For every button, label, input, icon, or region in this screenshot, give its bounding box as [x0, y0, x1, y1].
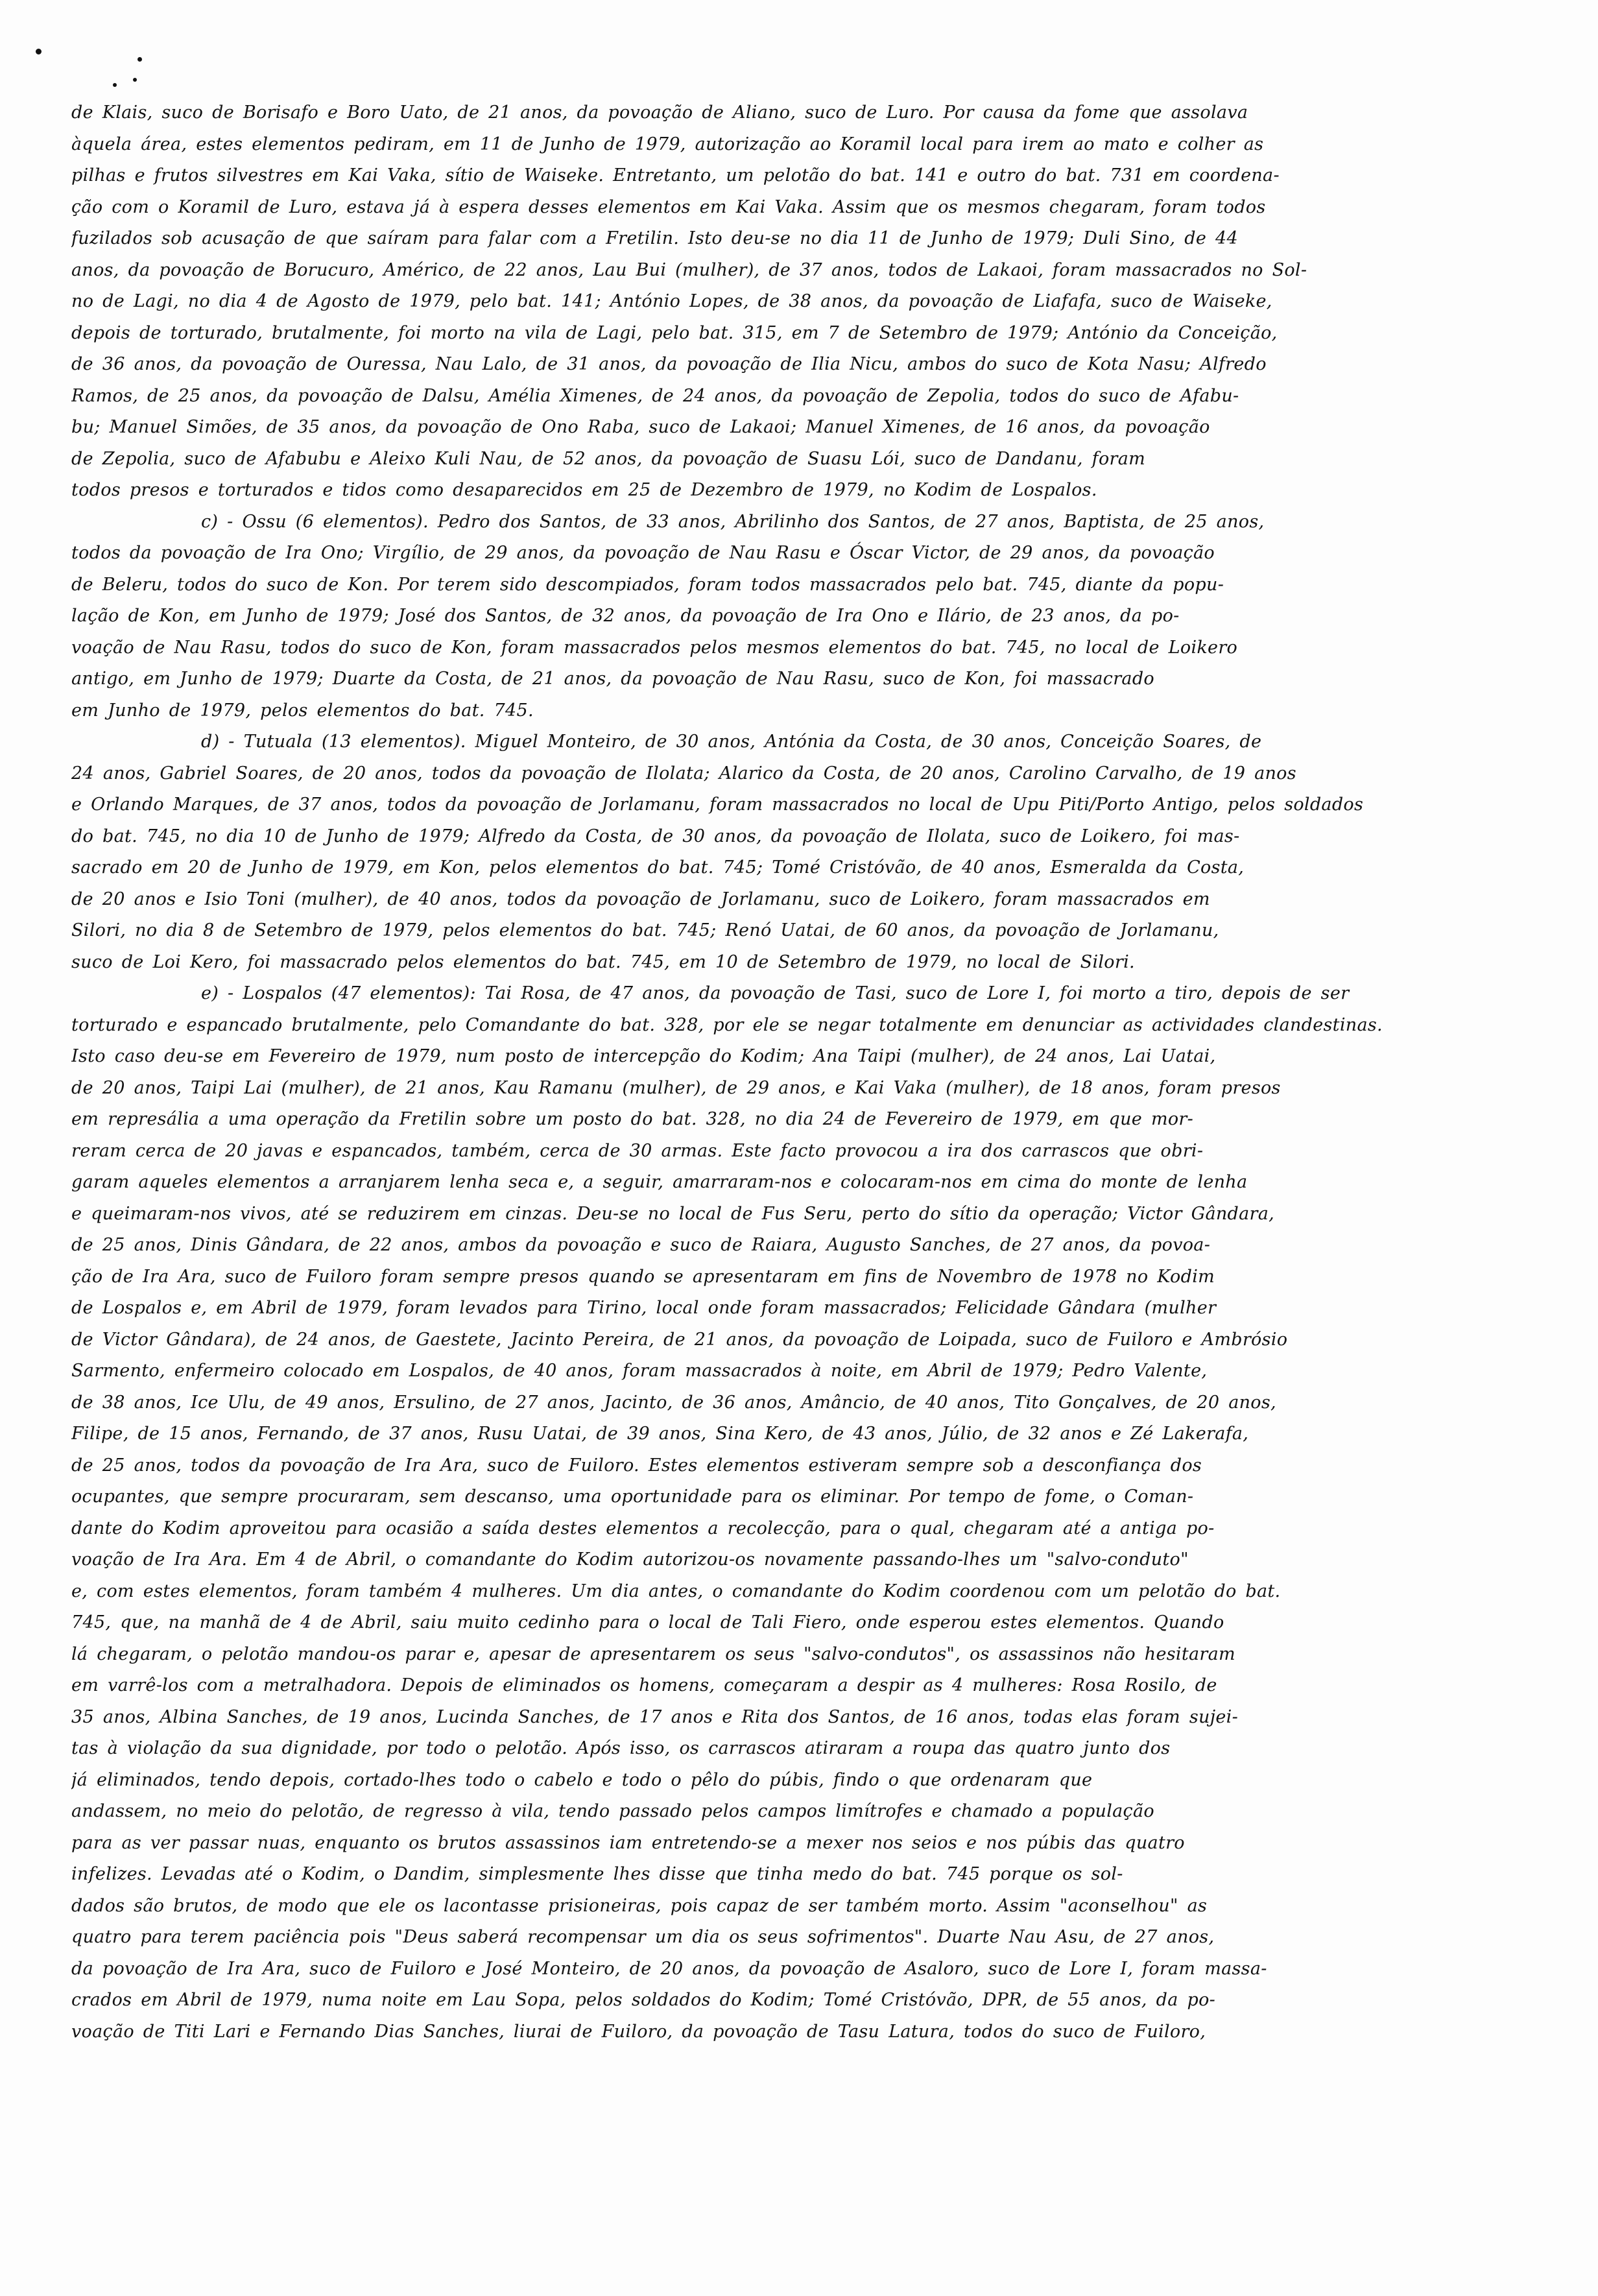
text-line: de Zepolia, suco de Afabubu e Aleixo Kuli Nau, de 52 anos, da povoação de Suasu Lói, suco de Dandanu, foram — [71, 448, 1146, 469]
text-line: suco de Loi Kero, foi massacrado pelos elementos do bat. 745, em 10 de Setembro de 1979, no local de Silori. — [71, 951, 1135, 972]
text-line: dante do Kodim aproveitou para ocasião a saída destes elementos a recolecção, para o qual, chegaram até a antiga po- — [71, 1518, 1215, 1538]
text-line: àquela área, estes elementos pediram, em 11 de Junho de 1979, autorização ao Koramil local para irem ao mato e colher as — [71, 134, 1264, 154]
text-line: lá chegaram, o pelotão mandou-os parar e, apesar de apresentarem os seus "salvo-condutos", os assassinos não hesitaram — [71, 1644, 1235, 1664]
text-line: de Klais, suco de Borisafo e Boro Uato, de 21 anos, da povoação de Aliano, suco de Luro. Por causa da fome que assolava — [71, 102, 1248, 123]
text-line: ção com o Koramil de Luro, estava já à espera desses elementos em Kai Vaka. Assim que os mesmos chegaram, foram todos — [71, 197, 1266, 217]
text-line: d) - Tutuala (13 elementos). Miguel Monteiro, de 30 anos, Antónia da Costa, de 30 anos, Conceição Soares, de — [201, 732, 1262, 752]
text-line: Isto caso deu-se em Fevereiro de 1979, num posto de intercepção do Kodim; Ana Taipi (mulher), de 24 anos, Lai Uatai, — [71, 1046, 1216, 1066]
text-line: infelizes. Levadas até o Kodim, o Dandim, simplesmente lhes disse que tinha medo do bat. 745 porque os sol- — [71, 1864, 1123, 1884]
text-line: crados em Abril de 1979, numa noite em Lau Sopa, pelos soldados do Kodim; Tomé Cristóvão, DPR, de 55 anos, da po- — [71, 1990, 1216, 2010]
text-line: pilhas e frutos silvestres em Kai Vaka, sítio de Waiseke. Entretanto, um pelotão do bat. 141 e outro do bat. 731 em coordena- — [71, 165, 1280, 185]
text-line: e) - Lospalos (47 elementos): Tai Rosa, de 47 anos, da povoação de Tasi, suco de Lore I, foi morto a tiro, depois de ser — [201, 983, 1350, 1003]
text-line: de Lospalos e, em Abril de 1979, foram levados para Tirino, local onde foram massacrados; Felicidade Gândara (mulher — [71, 1298, 1217, 1318]
text-line: 35 anos, Albina Sanches, de 19 anos, Lucinda Sanches, de 17 anos e Rita dos Santos, de 16 anos, todas elas foram sujei- — [71, 1706, 1239, 1727]
text-line: de 38 anos, Ice Ulu, de 49 anos, Ersulino, de 27 anos, Jacinto, de 36 anos, Amâncio, de 40 anos, Tito Gonçalves, de 20 anos, — [71, 1392, 1276, 1413]
text-line: Silori, no dia 8 de Setembro de 1979, pelos elementos do bat. 745; Renó Uatai, de 60 anos, da povoação de Jorlamanu, — [71, 920, 1219, 940]
text-line: de 20 anos e Isio Toni (mulher), de 40 anos, todos da povoação de Jorlamanu, suco de Loikero, foram massacrados em — [71, 889, 1210, 909]
text-line: Ramos, de 25 anos, da povoação de Dalsu, Amélia Ximenes, de 24 anos, da povoação de Zepolia, todos do suco de Afabu- — [71, 385, 1239, 406]
text-line: sacrado em 20 de Junho de 1979, em Kon, pelos elementos do bat. 745; Tomé Cristóvão, de 40 anos, Esmeralda da Costa, — [71, 857, 1245, 878]
text-line: ção de Ira Ara, suco de Fuiloro foram sempre presos quando se apresentaram em fins de Novembro de 1978 no Kodim — [71, 1266, 1215, 1287]
text-line: em Junho de 1979, pelos elementos do bat. 745. — [71, 700, 534, 721]
text-line: em represália a uma operação da Fretilin sobre um posto do bat. 328, no dia 24 de Fevereiro de 1979, em que mor- — [71, 1109, 1194, 1129]
text-line: dados são brutos, de modo que ele os lacontasse prisioneiras, pois capaz de ser também morto. Assim "aconselhou" as — [71, 1895, 1208, 1916]
text-line: de 36 anos, da povoação de Ouressa, Nau Lalo, de 31 anos, da povoação de Ilia Nicu, ambos do suco de Kota Nasu; Alfredo — [71, 354, 1267, 374]
scan-speck — [137, 57, 142, 62]
text-line: de 25 anos, todos da povoação de Ira Ara, suco de Fuiloro. Estes elementos estiveram sempre sob a desconfiança dos — [71, 1455, 1202, 1476]
text-line: em varrê-los com a metralhadora. Depois de eliminados os homens, começaram a despir as 4 mulheres: Rosa Rosilo, de — [71, 1675, 1217, 1695]
text-line: Filipe, de 15 anos, Fernando, de 37 anos, Rusu Uatai, de 39 anos, Sina Kero, de 43 anos, Júlio, de 32 anos e Zé Lakerafa, — [71, 1424, 1249, 1444]
text-line: de 25 anos, Dinis Gândara, de 22 anos, ambos da povoação e suco de Raiara, Augusto Sanches, de 27 anos, da povoa- — [71, 1235, 1211, 1255]
text-line: quatro para terem paciência pois "Deus saberá recompensar um dia os seus sofrimentos". Duarte Nau Asu, de 27 anos, — [71, 1927, 1215, 1947]
text-line: voação de Ira Ara. Em 4 de Abril, o comandante do Kodim autorizou-os novamente passando-lhes um "salvo-conduto" — [71, 1549, 1189, 1570]
text-line: reram cerca de 20 javas e espancados, também, cerca de 30 armas. Este facto provocou a ira dos carrascos que obri- — [71, 1140, 1204, 1161]
text-line: no de Lagi, no dia 4 de Agosto de 1979, pelo bat. 141; António Lopes, de 38 anos, da povoação de Liafafa, suco de Waiseke, — [71, 291, 1272, 311]
handwritten-text-block — [71, 97, 1550, 2277]
text-line: fuzilados sob acusação de que saíram para falar com a Fretilin. Isto deu-se no dia 11 de Junho de 1979; Duli Sino, de 44 — [71, 228, 1238, 248]
text-line: já eliminados, tendo depois, cortado-lhes todo o cabelo e todo o pêlo do púbis, findo o que ordenaram que — [71, 1769, 1093, 1790]
scan-speck — [36, 49, 42, 54]
text-line: 745, que, na manhã de 4 de Abril, saiu muito cedinho para o local de Tali Fiero, onde esperou estes elementos. Quando — [71, 1612, 1224, 1632]
text-line: tas à violação da sua dignidade, por todo o pelotão. Após isso, os carrascos atiraram a roupa das quatro junto dos — [71, 1738, 1171, 1758]
text-line: 24 anos, Gabriel Soares, de 20 anos, todos da povoação de Ilolata; Alarico da Costa, de 20 anos, Carolino Carvalho, de 19 anos — [71, 763, 1296, 783]
scan-speck — [113, 83, 117, 87]
scan-speck — [133, 78, 137, 82]
text-line: lação de Kon, em Junho de 1979; José dos Santos, de 32 anos, da povoação de Ira Ono e Ilário, de 23 anos, da po- — [71, 606, 1180, 626]
text-line: andassem, no meio do pelotão, de regresso à vila, tendo passado pelos campos limítrofes e chamado a população — [71, 1801, 1154, 1821]
text-line: do bat. 745, no dia 10 de Junho de 1979; Alfredo da Costa, de 30 anos, da povoação de Ilolata, suco de Loikero, foi mas- — [71, 826, 1240, 846]
text-line: e queimaram-nos vivos, até se reduzirem em cinzas. Deu-se no local de Fus Seru, perto do sítio da operação; Victor Gândara, — [71, 1203, 1275, 1224]
text-line: anos, da povoação de Borucuro, Américo, de 22 anos, Lau Bui (mulher), de 37 anos, todos de Lakaoi, foram massacrados no Sol- — [71, 259, 1307, 280]
text-line: c) - Ossu (6 elementos). Pedro dos Santos, de 33 anos, Abrilinho dos Santos, de 27 anos, Baptista, de 25 anos, — [201, 511, 1265, 532]
text-line: de Victor Gândara), de 24 anos, de Gaestete, Jacinto Pereira, de 21 anos, da povoação de Loipada, suco de Fuiloro e Ambrósio — [71, 1329, 1288, 1350]
text-line: e, com estes elementos, foram também 4 mulheres. Um dia antes, o comandante do Kodim coordenou com um pelotão do bat. — [71, 1581, 1281, 1601]
text-line: voação de Titi Lari e Fernando Dias Sanches, liurai de Fuiloro, da povoação de Tasu Latura, todos do suco de Fuiloro, — [71, 2021, 1206, 2042]
text-line: de Beleru, todos do suco de Kon. Por terem sido descompiados, foram todos massacrados pelo bat. 745, diante da popu- — [71, 574, 1224, 595]
text-line: todos presos e torturados e tidos como desaparecidos em 25 de Dezembro de 1979, no Kodim de Lospalos. — [71, 480, 1097, 500]
text-line: garam aqueles elementos a arranjarem lenha seca e, a seguir, amarraram-nos e colocaram-nos em cima do monte de lenha — [71, 1172, 1248, 1192]
text-line: para as ver passar nuas, enquanto os brutos assassinos iam entretendo-se a mexer nos seios e nos púbis das quatro — [71, 1832, 1185, 1853]
text-line: bu; Manuel Simões, de 35 anos, da povoação de Ono Raba, suco de Lakaoi; Manuel Ximenes, de 16 anos, da povoação — [71, 417, 1210, 437]
text-line: e Orlando Marques, de 37 anos, todos da povoação de Jorlamanu, foram massacrados no local de Upu Piti/Porto Antigo, pelos soldados — [71, 795, 1364, 815]
text-line: depois de torturado, brutalmente, foi morto na vila de Lagi, pelo bat. 315, em 7 de Setembro de 1979; António da Conceição, — [71, 322, 1278, 343]
text-line: antigo, em Junho de 1979; Duarte da Costa, de 21 anos, da povoação de Nau Rasu, suco de Kon, foi massacrado — [71, 669, 1154, 689]
text-line: de 20 anos, Taipi Lai (mulher), de 21 anos, Kau Ramanu (mulher), de 29 anos, e Kai Vaka (mulher), de 18 anos, foram presos — [71, 1077, 1281, 1098]
text-line: torturado e espancado brutalmente, pelo Comandante do bat. 328, por ele se negar totalmente em denunciar as actividades clandestinas. — [71, 1014, 1383, 1035]
text-line: ocupantes, que sempre procuraram, sem descanso, uma oportunidade para os eliminar. Por tempo de fome, o Coman- — [71, 1487, 1194, 1507]
text-line: da povoação de Ira Ara, suco de Fuiloro e José Monteiro, de 20 anos, da povoação de Asaloro, suco de Lore I, foram massa- — [71, 1958, 1267, 1979]
text-line: todos da povoação de Ira Ono; Virgílio, de 29 anos, da povoação de Nau Rasu e Óscar Victor, de 29 anos, da povoação — [71, 543, 1215, 563]
text-line: voação de Nau Rasu, todos do suco de Kon, foram massacrados pelos mesmos elementos do bat. 745, no local de Loikero — [71, 637, 1238, 658]
text-line: Sarmento, enfermeiro colocado em Lospalos, de 40 anos, foram massacrados à noite, em Abril de 1979; Pedro Valente, — [71, 1361, 1208, 1381]
